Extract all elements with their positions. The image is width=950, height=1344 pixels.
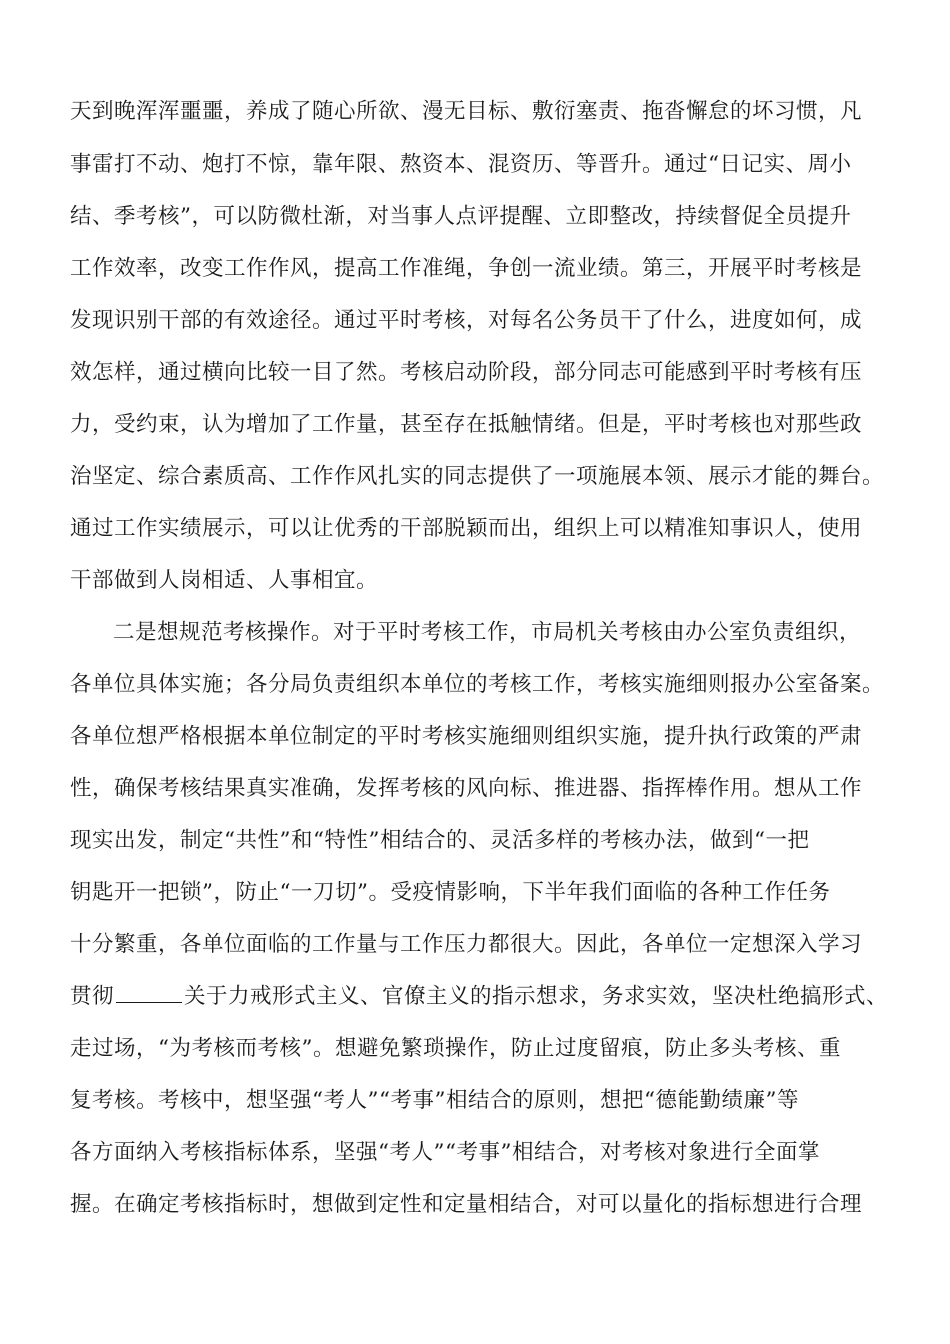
text-line: 走过场，“为考核而考核”。想避免繁琐操作，防止过度留痕，防止多头考核、重: [70, 1036, 841, 1061]
text-line: 复考核。考核中，想坚强“考人”“考事”相结合的原则，想把“德能勤绩廉”等: [70, 1088, 799, 1113]
text-line: 现实出发，制定“共性”和“特性”相结合的、灵活多样的考核办法，做到“一把: [70, 828, 810, 853]
text-line-with-blank: [70, 982, 888, 1012]
text-line: 治坚定、综合素质高、工作作风扎实的同志提供了一项施展本领、展示才能的舞台。: [70, 464, 885, 489]
text-line: 各方面纳入考核指标体系，坚强“考人”“考事”相结合，对考核对象进行全面掌: [70, 1140, 820, 1165]
text-line: 十分繁重，各单位面临的工作量与工作压力都很大。因此，各单位一定想深入学习: [70, 932, 863, 957]
text-line: 握。在确定考核指标时，想做到定性和定量相结合，对可以量化的指标想进行合理: [70, 1192, 863, 1217]
text-line: 工作效率，改变工作作风，提高工作准绳，争创一流业绩。第三，开展平时考核是: [70, 256, 863, 281]
text-line: 发现识别干部的有效途径。通过平时考核，对每名公务员干了什么，进度如何，成: [70, 308, 863, 333]
text-after-blank: 关于力戒形式主义、官僚主义的指示想求，务求实效，坚决杜绝搞形式、: [184, 984, 889, 1009]
text-line: 事雷打不动、炮打不惊，靠年限、熬资本、混资历、等晋升。通过“日记实、周小: [70, 152, 852, 177]
text-line: 力，受约束，认为增加了工作量，甚至存在抵触情绪。但是，平时考核也对那些政: [70, 412, 863, 437]
text-before-blank: 贯彻: [70, 984, 115, 1009]
text-line: 效怎样，通过横向比较一目了然。考核启动阶段，部分同志可能感到平时考核有压: [70, 360, 863, 385]
text-line: 结、季考核”，可以防微杜渐，对当事人点评提醒、立即整改，持续督促全员提升: [70, 204, 852, 229]
text-line: 干部做到人岗相适、人事相宜。: [70, 568, 379, 593]
text-line: 性，确保考核结果真实准确，发挥考核的风向标、推进器、指挥棒作用。想从工作: [70, 776, 863, 801]
text-line: 各单位具体实施；各分局负责组织本单位的考核工作，考核实施细则报办公室备案。: [70, 672, 885, 697]
blank-underline: [116, 983, 182, 1003]
text-line: 通过工作实绩展示，可以让优秀的干部脱颖而出，组织上可以精准知事识人，使用: [70, 516, 863, 541]
paragraph-first-line: 二是想规范考核操作。对于平时考核工作，市局机关考核由办公室负责组织，: [113, 620, 862, 645]
text-line: 各单位想严格根据本单位制定的平时考核实施细则组织实施，提升执行政策的严肃: [70, 724, 863, 749]
text-line: 天到晚浑浑噩噩，养成了随心所欲、漫无目标、敷衍塞责、拖沓懈怠的坏习惯，凡: [70, 99, 863, 124]
text-line: 钥匙开一把锁”，防止“一刀切”。受疫情影响，下半年我们面临的各种工作任务: [70, 880, 831, 905]
